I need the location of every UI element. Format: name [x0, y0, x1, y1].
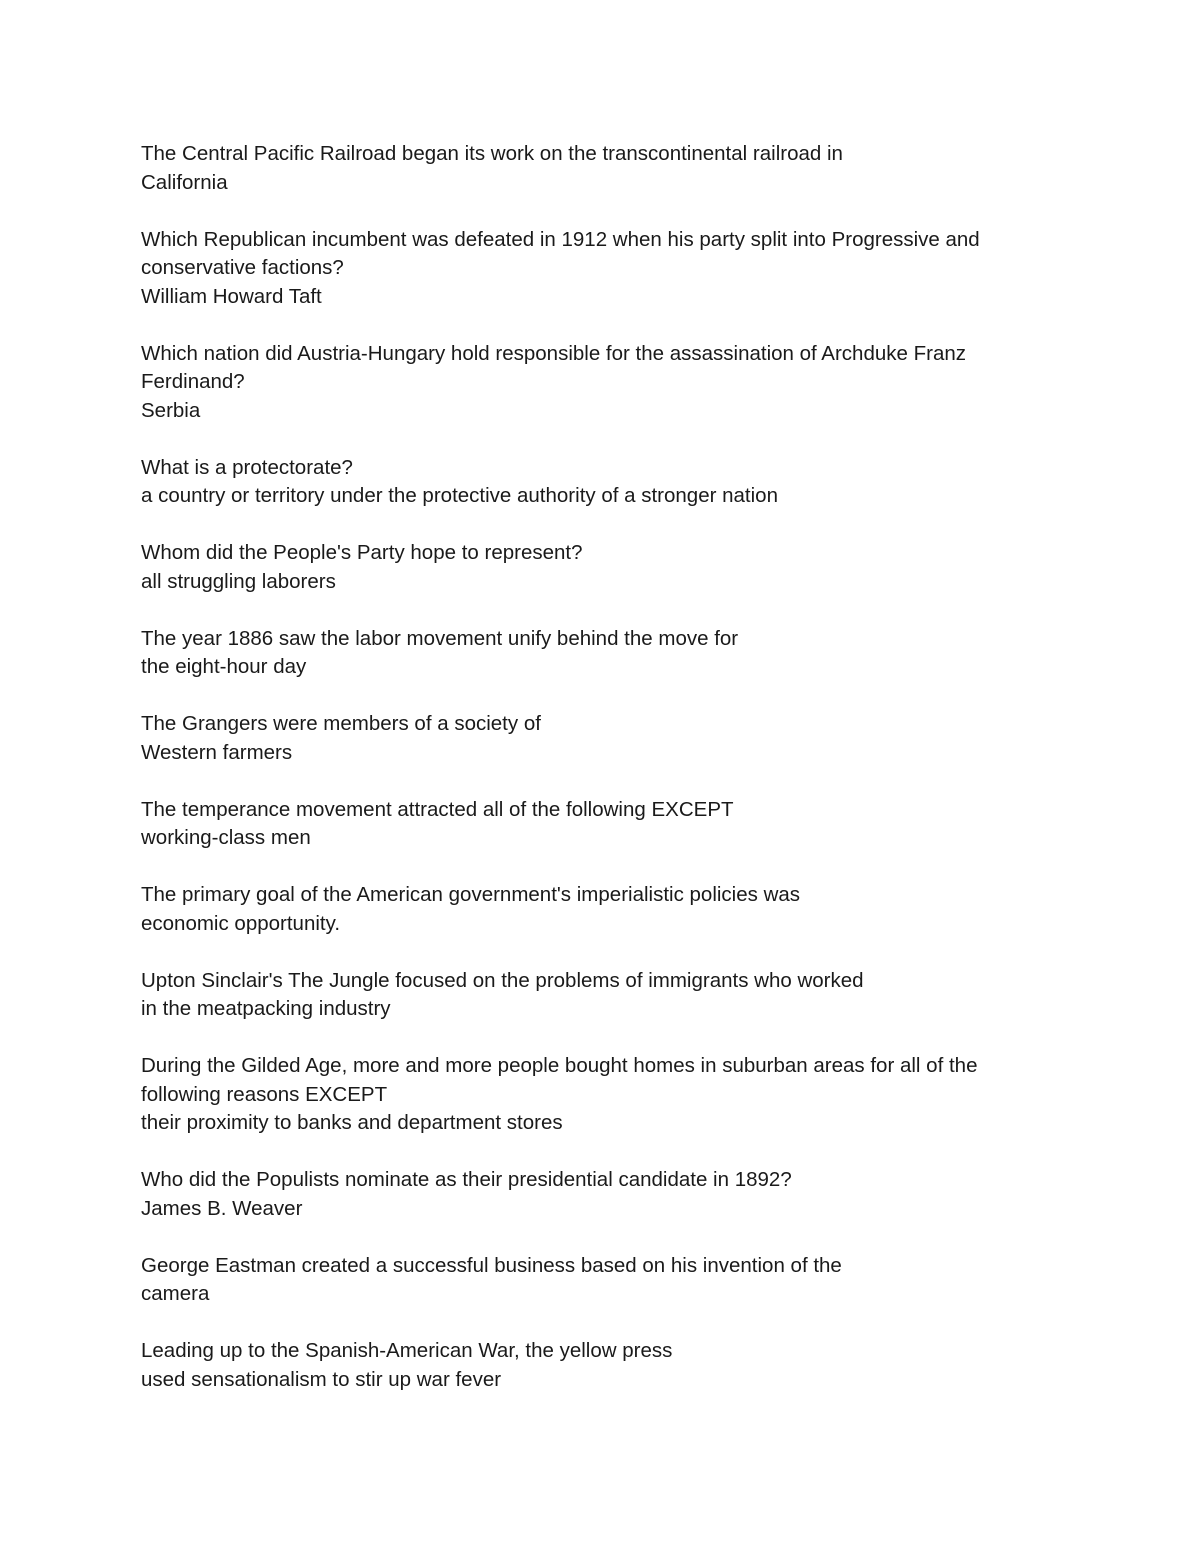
answer-text: James B. Weaver [141, 1196, 303, 1220]
answer-text: William Howard Taft [141, 284, 322, 308]
question-text: Upton Sinclair's The Jungle focused on the problems of immigrants who worked [141, 968, 864, 992]
answer-text: in the meatpacking industry [141, 997, 391, 1020]
answer-text: Serbia [141, 398, 201, 422]
answer-text: working-class men [141, 826, 311, 849]
qa-list [141, 140, 1041, 1423]
question-text: The temperance movement attracted all of the following EXCEPT [141, 797, 734, 821]
question-text: The Grangers were members of a society of [141, 712, 541, 735]
qa-item [141, 454, 1041, 511]
answer-text: economic opportunity. [141, 911, 341, 935]
qa-item [141, 140, 1041, 197]
qa-item [141, 340, 1041, 426]
qa-item [141, 1052, 1041, 1138]
question-text: Who did the Populists nominate as their presidential candidate in 1892? [141, 1168, 792, 1191]
qa-item [141, 1337, 1041, 1394]
question-text: The primary goal of the American government's imperialistic policies was [141, 883, 801, 906]
qa-item [141, 796, 1041, 853]
answer-text: their proximity to banks and department stores [141, 1111, 563, 1134]
question-text: What is a protectorate? [141, 455, 353, 479]
answer-text: the eight-hour day [141, 655, 307, 678]
question-text: The year 1886 saw the labor movement unify behind the move for [141, 626, 739, 650]
qa-item [141, 1166, 1041, 1223]
answer-text: a country or territory under the protective authority of a stronger nation [141, 484, 778, 507]
qa-item [141, 226, 1041, 312]
answer-text: all struggling laborers [141, 569, 336, 593]
qa-item [141, 881, 1041, 938]
qa-item [141, 967, 1041, 1024]
question-text: Leading up to the Spanish-American War, the yellow press [141, 1339, 673, 1362]
qa-item [141, 710, 1041, 767]
answer-text: used sensationalism to stir up war fever [141, 1367, 502, 1391]
qa-item [141, 625, 1041, 682]
question-text: Whom did the People's Party hope to represent? [141, 541, 583, 564]
qa-item [141, 1252, 1041, 1309]
question-text: The Central Pacific Railroad began its work on the transcontinental railroad in [141, 142, 843, 165]
question-text: During the Gilded Age, more and more people bought homes in suburban areas for all of the following reasons EXCEPT [141, 1054, 978, 1106]
question-text: Which nation did Austria-Hungary hold responsible for the assassination of Archduke Franz Ferdinand? [141, 341, 967, 393]
answer-text: California [141, 170, 228, 194]
question-text: George Eastman created a successful business based on his invention of the [141, 1253, 842, 1277]
question-text: Which Republican incumbent was defeated in 1912 when his party split into Progressive and conservative factions? [141, 227, 980, 279]
qa-item [141, 539, 1041, 596]
answer-text: Western farmers [141, 740, 293, 764]
answer-text: camera [141, 1282, 210, 1305]
